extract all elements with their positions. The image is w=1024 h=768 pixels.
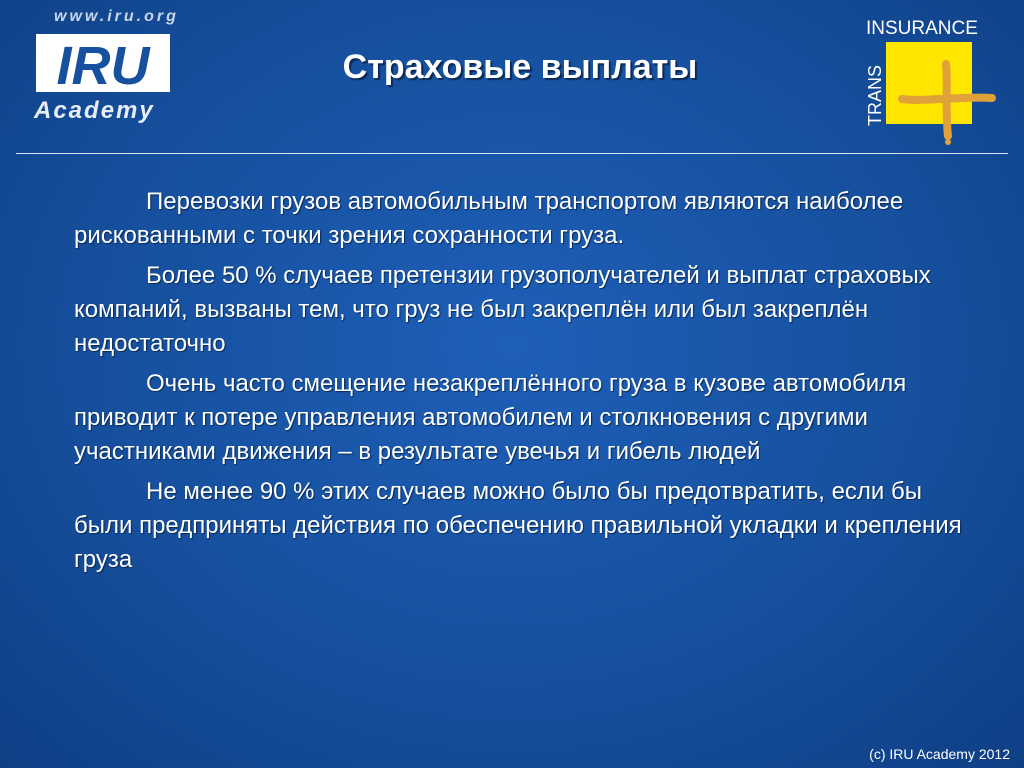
paragraph-2: Более 50 % случаев претензии грузополучателей и выплат страховых компаний, вызваны тем, что груз не был закреплён или был закреплён недостаточно	[74, 262, 931, 357]
iru-website: www.iru.org	[54, 8, 179, 25]
trans-label: TRANS	[865, 64, 885, 126]
iru-logo	[36, 34, 170, 92]
iru-logo-text: IRU	[56, 36, 150, 92]
yellow-square-icon	[886, 42, 972, 124]
insurance-label: INSURANCE	[866, 18, 978, 39]
paragraph-1: Перевозки грузов автомобильным транспортом являются наиболее рискованными с точки зрения сохранности груза.	[74, 188, 904, 249]
copyright-footer: (c) IRU Academy 2012	[869, 746, 1010, 762]
trans-insurance-logo	[862, 14, 1002, 146]
header-divider	[16, 153, 1008, 154]
paragraph-4: Не менее 90 % этих случаев можно было бы предотвратить, если бы были предприняты действия по обеспечению правильной укладки и крепления груза	[74, 478, 962, 573]
iru-academy-label: Academy	[34, 97, 155, 124]
paragraph-3: Очень часто смещение незакреплённого груза в кузове автомобиля приводит к потере управления автомобилем и столкновения с другими участниками движения – в результате увечья и гибель людей	[74, 370, 907, 465]
slide-title: Страховые выплаты	[342, 48, 698, 86]
slide-body	[74, 185, 964, 583]
